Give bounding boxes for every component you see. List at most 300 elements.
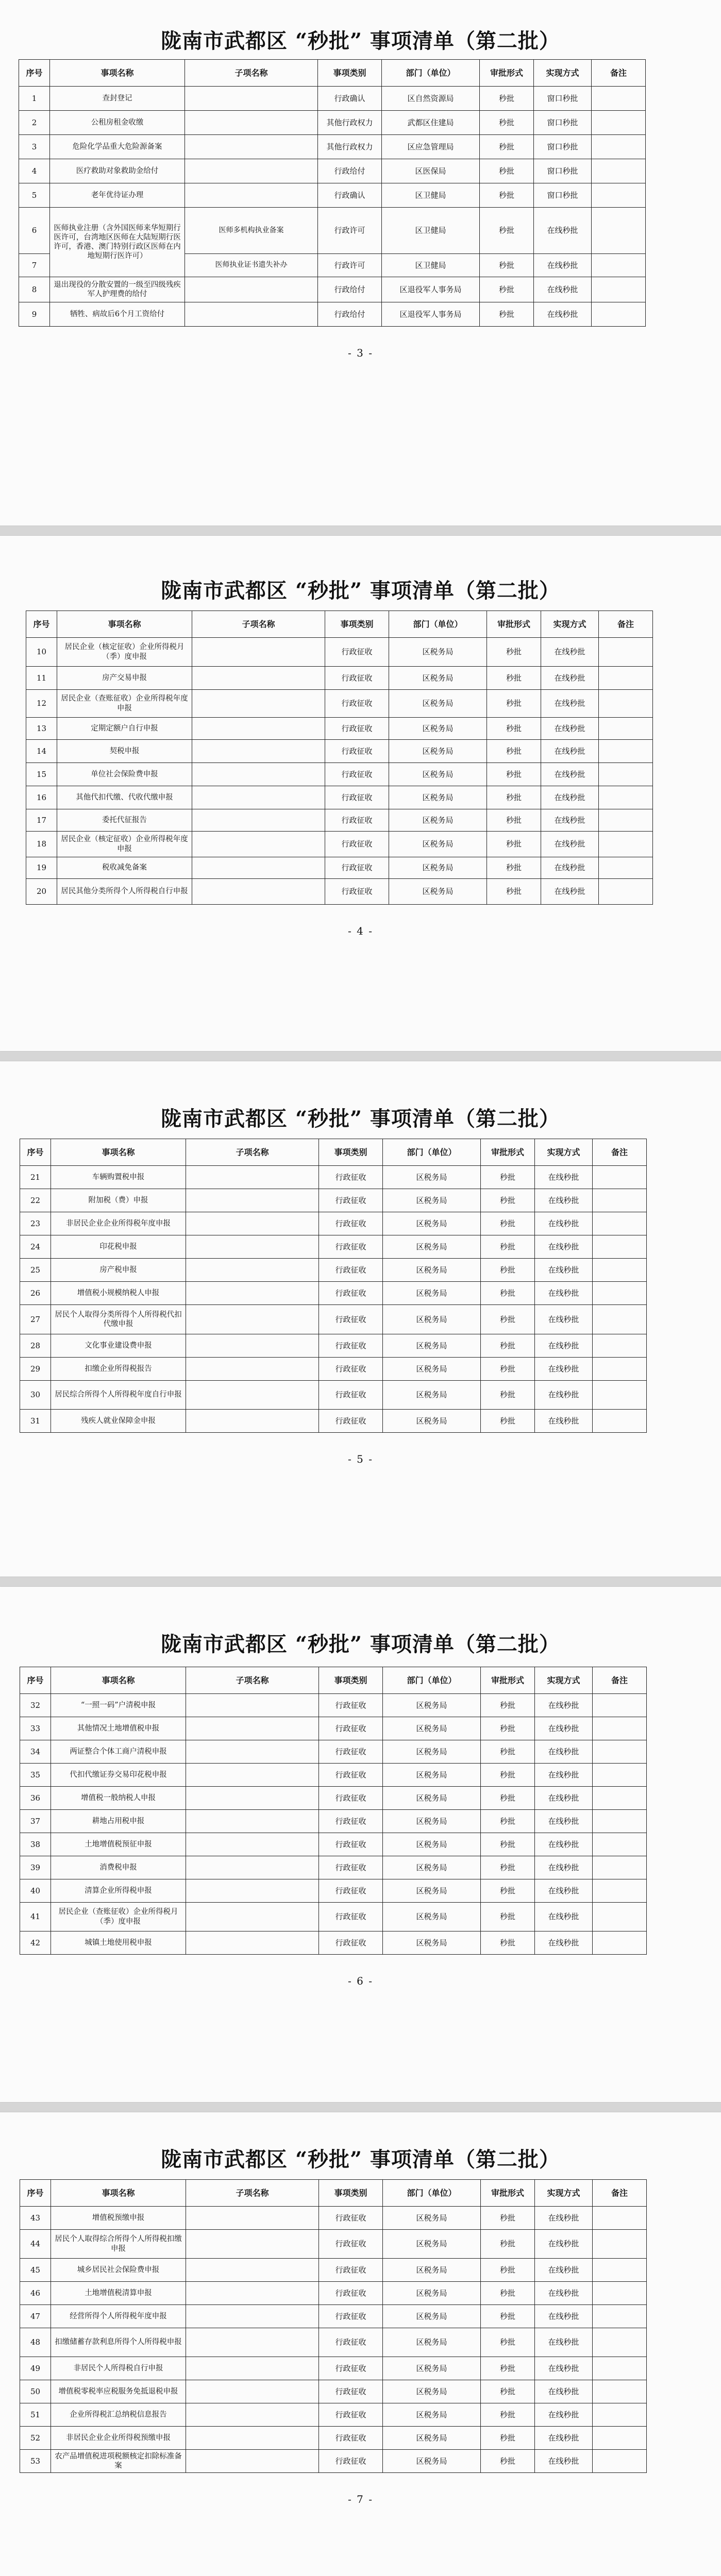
cell-remarks <box>599 809 653 832</box>
table-row <box>19 87 646 111</box>
table-row <box>26 638 653 667</box>
cell-remarks <box>593 1764 647 1787</box>
cell-remarks <box>599 718 653 740</box>
cell-sub-item <box>186 2403 319 2427</box>
cell-category: 行政征收 <box>319 1787 383 1810</box>
items-table <box>26 611 653 905</box>
table-header-row <box>20 1667 647 1694</box>
cell-sub-item <box>186 1189 319 1212</box>
table-row <box>20 1305 647 1334</box>
table-row <box>19 277 646 302</box>
table-header-row <box>19 60 646 87</box>
table-row <box>19 135 646 159</box>
cell-department: 区税务局 <box>389 786 487 809</box>
cell-sub-item <box>186 1787 319 1810</box>
cell-remarks <box>599 667 653 690</box>
cell-category: 行政确认 <box>318 87 382 111</box>
cell-category: 行政征收 <box>319 1717 383 1740</box>
cell-item-name: 印花税申报 <box>51 1235 186 1259</box>
table-row <box>20 2282 647 2305</box>
cell-item-name: 契税申报 <box>57 740 192 763</box>
cell-method: 在线秒批 <box>535 2282 593 2305</box>
cell-method: 在线秒批 <box>535 1833 593 1856</box>
cell-item-name: 企业所得税汇总纳税信息报告 <box>51 2403 186 2427</box>
cell-department: 区税务局 <box>389 809 487 832</box>
cell-method: 在线秒批 <box>535 1694 593 1717</box>
table-row <box>20 1903 647 1931</box>
cell-remarks <box>593 2403 647 2427</box>
cell-method: 在线秒批 <box>535 1259 593 1282</box>
cell-item-name: 居民企业（查账征收）企业所得税年度申报 <box>57 690 192 718</box>
cell-item-name: 税收减免备案 <box>57 857 192 879</box>
cell-item-name: 居民个人取得综合所得个人所得税扣缴申报 <box>51 2230 186 2259</box>
cell-sub-item <box>186 1694 319 1717</box>
cell-remarks <box>593 1381 647 1410</box>
cell-approval-form: 秒批 <box>481 1259 535 1282</box>
cell-remarks <box>592 302 646 327</box>
cell-item-name: 查封登记 <box>50 87 185 111</box>
cell-department: 区税务局 <box>383 1282 481 1305</box>
cell-method: 在线秒批 <box>535 1166 593 1189</box>
cell-remarks <box>593 1879 647 1903</box>
cell-no: 42 <box>20 1931 51 1955</box>
table-row <box>20 1810 647 1833</box>
page-title: 陇南市武都区 “秒批” 事项清单（第二批） <box>161 29 560 53</box>
cell-sub-item <box>186 1235 319 1259</box>
hdr-approval-form: 审批形式 <box>481 2180 535 2207</box>
cell-approval-form: 秒批 <box>481 1235 535 1259</box>
cell-approval-form: 秒批 <box>481 1381 535 1410</box>
cell-sub-item <box>192 667 325 690</box>
cell-remarks <box>592 254 646 277</box>
table-row <box>26 879 653 905</box>
cell-department: 区税务局 <box>383 1166 481 1189</box>
cell-category: 其他行政权力 <box>318 135 382 159</box>
table-row <box>20 1166 647 1189</box>
cell-sub-item <box>192 832 325 857</box>
cell-sub-item <box>192 879 325 905</box>
cell-department: 区税务局 <box>383 1764 481 1787</box>
cell-remarks <box>593 2259 647 2282</box>
table-row <box>20 2427 647 2450</box>
cell-remarks <box>593 1259 647 1282</box>
table-row <box>20 2230 647 2259</box>
hdr-method: 实现方式 <box>535 2180 593 2207</box>
hdr-method: 实现方式 <box>535 1667 593 1694</box>
cell-remarks <box>593 2282 647 2305</box>
cell-sub-item <box>186 1740 319 1764</box>
cell-no: 41 <box>20 1903 51 1931</box>
cell-item-name: 房产税申报 <box>51 1259 186 1282</box>
cell-method: 在线秒批 <box>535 1717 593 1740</box>
table-row <box>20 1358 647 1381</box>
cell-method: 在线秒批 <box>535 1334 593 1358</box>
cell-approval-form: 秒批 <box>480 302 534 327</box>
cell-sub-item <box>186 1166 319 1189</box>
cell-item-name: 居民企业（核定征收）企业所得税年度申报 <box>57 832 192 857</box>
page <box>0 0 721 526</box>
cell-remarks <box>599 638 653 667</box>
cell-remarks <box>593 2328 647 2357</box>
hdr-remarks: 备注 <box>593 2180 647 2207</box>
cell-sub-item <box>186 1410 319 1433</box>
cell-category: 行政确认 <box>318 183 382 208</box>
hdr-department: 部门（单位） <box>383 2180 481 2207</box>
hdr-method: 实现方式 <box>535 1139 593 1166</box>
cell-no: 5 <box>19 183 50 208</box>
cell-category: 行政征收 <box>319 2207 383 2230</box>
cell-method: 在线秒批 <box>535 1381 593 1410</box>
cell-method: 在线秒批 <box>541 690 599 718</box>
table-row <box>26 832 653 857</box>
cell-department: 区税务局 <box>383 1717 481 1740</box>
cell-department: 区卫健局 <box>382 208 480 254</box>
cell-sub-item <box>185 87 318 111</box>
cell-method: 在线秒批 <box>535 1358 593 1381</box>
cell-method: 在线秒批 <box>541 879 599 905</box>
cell-no: 51 <box>20 2403 51 2427</box>
cell-remarks <box>593 1833 647 1856</box>
cell-sub-item <box>185 302 318 327</box>
cell-category: 行政征收 <box>319 2328 383 2357</box>
cell-method: 在线秒批 <box>534 208 592 254</box>
cell-approval-form: 秒批 <box>481 2427 535 2450</box>
hdr-item-name: 事项名称 <box>51 2180 186 2207</box>
table-row <box>20 1282 647 1305</box>
hdr-department: 部门（单位） <box>383 1139 481 1166</box>
table-row <box>20 1381 647 1410</box>
cell-no: 38 <box>20 1833 51 1856</box>
cell-item-name: 居民综合所得个人所得税年度自行申报 <box>51 1381 186 1410</box>
cell-sub-item <box>185 183 318 208</box>
cell-method: 在线秒批 <box>535 1740 593 1764</box>
cell-category: 行政征收 <box>325 763 389 786</box>
cell-approval-form: 秒批 <box>481 2450 535 2473</box>
table-row <box>20 1787 647 1810</box>
table-row <box>20 2207 647 2230</box>
cell-approval-form: 秒批 <box>481 1282 535 1305</box>
cell-category: 行政征收 <box>319 1879 383 1903</box>
cell-remarks <box>593 2357 647 2380</box>
cell-method: 在线秒批 <box>541 809 599 832</box>
cell-sub-item <box>192 786 325 809</box>
cell-method: 在线秒批 <box>535 2380 593 2403</box>
cell-no: 12 <box>26 690 57 718</box>
cell-department: 区税务局 <box>383 2427 481 2450</box>
cell-no: 15 <box>26 763 57 786</box>
cell-item-name: 非居民企业企业所得税年度申报 <box>51 1212 186 1235</box>
cell-method: 在线秒批 <box>541 832 599 857</box>
items-table <box>20 1667 647 1955</box>
cell-category: 行政征收 <box>319 1334 383 1358</box>
cell-no: 22 <box>20 1189 51 1212</box>
cell-department: 区税务局 <box>389 832 487 857</box>
cell-category: 行政征收 <box>325 857 389 879</box>
cell-department: 区税务局 <box>383 1787 481 1810</box>
cell-item-name: 非居民企业企业所得税预缴申报 <box>51 2427 186 2450</box>
cell-approval-form: 秒批 <box>481 2282 535 2305</box>
cell-item-name: 两证整合个体工商户清税申报 <box>51 1740 186 1764</box>
table-row <box>19 302 646 327</box>
hdr-sub-item: 子项名称 <box>186 2180 319 2207</box>
cell-sub-item <box>186 2305 319 2328</box>
cell-sub-item <box>186 1259 319 1282</box>
cell-category: 行政征收 <box>319 2230 383 2259</box>
cell-method: 在线秒批 <box>534 302 592 327</box>
cell-approval-form: 秒批 <box>481 1305 535 1334</box>
table-header-row <box>20 1139 647 1166</box>
cell-department: 区税务局 <box>389 718 487 740</box>
cell-method: 在线秒批 <box>541 763 599 786</box>
cell-no: 39 <box>20 1856 51 1879</box>
cell-item-name: 非居民个人所得税自行申报 <box>51 2357 186 2380</box>
cell-no: 46 <box>20 2282 51 2305</box>
cell-remarks <box>593 2427 647 2450</box>
cell-department: 区税务局 <box>383 1189 481 1212</box>
cell-item-name: 车辆购置税申报 <box>51 1166 186 1189</box>
cell-no: 16 <box>26 786 57 809</box>
cell-department: 区退役军人事务局 <box>382 277 480 302</box>
cell-department: 区税务局 <box>383 1931 481 1955</box>
cell-category: 行政征收 <box>319 2305 383 2328</box>
hdr-department: 部门（单位） <box>382 60 480 87</box>
cell-category: 行政征收 <box>325 879 389 905</box>
page-number: - 7 - <box>348 2493 373 2505</box>
cell-approval-form: 秒批 <box>480 183 534 208</box>
cell-department: 区税务局 <box>383 1212 481 1235</box>
hdr-item-name: 事项名称 <box>50 60 185 87</box>
cell-method: 在线秒批 <box>535 1235 593 1259</box>
cell-sub-item: 医师多机构执业备案 <box>185 208 318 254</box>
cell-method: 在线秒批 <box>535 1879 593 1903</box>
table-row <box>20 1764 647 1787</box>
hdr-no: 序号 <box>19 60 50 87</box>
cell-approval-form: 秒批 <box>481 2380 535 2403</box>
cell-category: 行政征收 <box>319 2282 383 2305</box>
table-row <box>20 1879 647 1903</box>
cell-method: 窗口秒批 <box>534 87 592 111</box>
hdr-item-name: 事项名称 <box>57 611 192 638</box>
cell-no: 13 <box>26 718 57 740</box>
hdr-category: 事项类别 <box>319 2180 383 2207</box>
cell-approval-form: 秒批 <box>487 667 541 690</box>
cell-approval-form: 秒批 <box>481 1410 535 1433</box>
table-row <box>26 809 653 832</box>
cell-item-name: 代扣代缴证券交易印花税申报 <box>51 1764 186 1787</box>
page <box>0 1061 721 1577</box>
cell-sub-item <box>186 1334 319 1358</box>
cell-item-name: 居民其他分类所得个人所得税自行申报 <box>57 879 192 905</box>
table-row <box>20 1740 647 1764</box>
cell-category: 行政征收 <box>319 1931 383 1955</box>
cell-method: 在线秒批 <box>535 1305 593 1334</box>
cell-category: 行政征收 <box>325 718 389 740</box>
table-row <box>20 1931 647 1955</box>
cell-item-name: 土地增值税预征申报 <box>51 1833 186 1856</box>
cell-no: 4 <box>19 159 50 183</box>
cell-category: 行政征收 <box>325 809 389 832</box>
cell-no: 40 <box>20 1879 51 1903</box>
cell-remarks <box>592 183 646 208</box>
cell-approval-form: 秒批 <box>480 277 534 302</box>
cell-approval-form: 秒批 <box>487 740 541 763</box>
cell-sub-item <box>186 2282 319 2305</box>
cell-no: 49 <box>20 2357 51 2380</box>
items-table <box>20 1139 647 1433</box>
cell-item-name: 定期定额户自行申报 <box>57 718 192 740</box>
cell-no: 25 <box>20 1259 51 1282</box>
hdr-sub-item: 子项名称 <box>185 60 318 87</box>
cell-item-name: 增值税小规模纳税人申报 <box>51 1282 186 1305</box>
cell-remarks <box>599 832 653 857</box>
hdr-remarks: 备注 <box>593 1139 647 1166</box>
cell-approval-form: 秒批 <box>481 2259 535 2282</box>
cell-sub-item <box>186 1358 319 1381</box>
cell-category: 行政征收 <box>319 2380 383 2403</box>
cell-no: 18 <box>26 832 57 857</box>
hdr-method: 实现方式 <box>541 611 599 638</box>
hdr-method: 实现方式 <box>534 60 592 87</box>
cell-department: 区税务局 <box>389 667 487 690</box>
cell-no: 31 <box>20 1410 51 1433</box>
hdr-item-name: 事项名称 <box>51 1139 186 1166</box>
hdr-department: 部门（单位） <box>383 1667 481 1694</box>
cell-method: 窗口秒批 <box>534 111 592 135</box>
cell-item-name: 清算企业所得税申报 <box>51 1879 186 1903</box>
cell-item-name: 扣缴企业所得税报告 <box>51 1358 186 1381</box>
cell-no: 53 <box>20 2450 51 2473</box>
cell-approval-form: 秒批 <box>481 1694 535 1717</box>
cell-method: 在线秒批 <box>541 740 599 763</box>
cell-department: 区税务局 <box>383 1334 481 1358</box>
cell-method: 在线秒批 <box>541 638 599 667</box>
cell-no: 37 <box>20 1810 51 1833</box>
cell-approval-form: 秒批 <box>481 1879 535 1903</box>
cell-no: 28 <box>20 1334 51 1358</box>
cell-no: 29 <box>20 1358 51 1381</box>
cell-method: 在线秒批 <box>535 2403 593 2427</box>
table-row <box>20 2305 647 2328</box>
hdr-remarks: 备注 <box>599 611 653 638</box>
cell-sub-item <box>186 2328 319 2357</box>
cell-department: 区税务局 <box>383 1305 481 1334</box>
cell-department: 区税务局 <box>383 2380 481 2403</box>
table-row <box>19 159 646 183</box>
cell-remarks <box>593 1717 647 1740</box>
cell-remarks <box>592 277 646 302</box>
cell-category: 其他行政权力 <box>318 111 382 135</box>
cell-department: 区退役军人事务局 <box>382 302 480 327</box>
cell-no: 1 <box>19 87 50 111</box>
cell-no: 6 <box>19 208 50 254</box>
cell-method: 在线秒批 <box>535 1787 593 1810</box>
cell-category: 行政征收 <box>325 690 389 718</box>
cell-no: 30 <box>20 1381 51 1410</box>
cell-remarks <box>592 135 646 159</box>
cell-approval-form: 秒批 <box>487 763 541 786</box>
cell-sub-item <box>186 1810 319 1833</box>
page-number: - 3 - <box>348 347 373 359</box>
page-title: 陇南市武都区 “秒批” 事项清单（第二批） <box>161 579 560 603</box>
cell-item-name: 城乡居民社会保险费申报 <box>51 2259 186 2282</box>
cell-remarks <box>593 2450 647 2473</box>
cell-remarks <box>593 1166 647 1189</box>
cell-sub-item <box>186 1282 319 1305</box>
cell-remarks <box>593 2207 647 2230</box>
cell-department: 区税务局 <box>383 2328 481 2357</box>
cell-method: 在线秒批 <box>535 2207 593 2230</box>
cell-sub-item <box>186 2427 319 2450</box>
hdr-remarks: 备注 <box>593 1667 647 1694</box>
cell-department: 区税务局 <box>383 2450 481 2473</box>
cell-sub-item <box>185 277 318 302</box>
items-table <box>19 59 646 327</box>
cell-approval-form: 秒批 <box>481 1212 535 1235</box>
cell-category: 行政征收 <box>319 1903 383 1931</box>
cell-approval-form: 秒批 <box>481 1787 535 1810</box>
table-row <box>20 1833 647 1856</box>
cell-sub-item <box>186 2357 319 2380</box>
cell-approval-form: 秒批 <box>480 208 534 254</box>
hdr-approval-form: 审批形式 <box>481 1667 535 1694</box>
cell-category: 行政给付 <box>318 159 382 183</box>
cell-department: 区税务局 <box>389 879 487 905</box>
cell-no: 23 <box>20 1212 51 1235</box>
cell-approval-form: 秒批 <box>480 159 534 183</box>
cell-method: 窗口秒批 <box>534 183 592 208</box>
cell-no: 14 <box>26 740 57 763</box>
cell-sub-item <box>185 111 318 135</box>
cell-remarks <box>593 1212 647 1235</box>
cell-method: 在线秒批 <box>535 1903 593 1931</box>
cell-department: 区税务局 <box>383 1879 481 1903</box>
cell-category: 行政征收 <box>325 832 389 857</box>
items-table <box>20 2179 647 2473</box>
table-row <box>20 1856 647 1879</box>
cell-no: 21 <box>20 1166 51 1189</box>
cell-category: 行政征收 <box>319 1694 383 1717</box>
cell-item-name: 居民个人取得分类所得个人所得税代扣代缴申报 <box>51 1305 186 1334</box>
cell-method: 在线秒批 <box>535 1212 593 1235</box>
cell-method: 在线秒批 <box>535 2450 593 2473</box>
cell-item-name: 房产交易申报 <box>57 667 192 690</box>
page <box>0 1587 721 2102</box>
table-row <box>20 1189 647 1212</box>
cell-item-name: 其他情况土地增值税申报 <box>51 1717 186 1740</box>
cell-category: 行政征收 <box>319 1410 383 1433</box>
cell-no: 27 <box>20 1305 51 1334</box>
cell-approval-form: 秒批 <box>481 1810 535 1833</box>
cell-item-name: 残疾人就业保障金申报 <box>51 1410 186 1433</box>
cell-approval-form: 秒批 <box>481 1856 535 1879</box>
cell-approval-form: 秒批 <box>480 254 534 277</box>
cell-method: 在线秒批 <box>535 2427 593 2450</box>
table-row <box>26 786 653 809</box>
cell-method: 窗口秒批 <box>534 135 592 159</box>
cell-item-name: 消费税申报 <box>51 1856 186 1879</box>
cell-method: 在线秒批 <box>541 667 599 690</box>
cell-item-name: 医师执业注册（含外国医师来华短期行医许可，台湾地区医师在大陆短期行医许可，香港、澳门特别行政区医师在内地短期行医许可） <box>50 208 185 277</box>
cell-approval-form: 秒批 <box>481 1931 535 1955</box>
cell-approval-form: 秒批 <box>481 1358 535 1381</box>
table-row <box>20 1212 647 1235</box>
cell-method: 在线秒批 <box>535 1410 593 1433</box>
cell-remarks <box>592 208 646 254</box>
cell-sub-item <box>192 638 325 667</box>
cell-no: 8 <box>19 277 50 302</box>
table-row <box>26 740 653 763</box>
cell-approval-form: 秒批 <box>481 2207 535 2230</box>
